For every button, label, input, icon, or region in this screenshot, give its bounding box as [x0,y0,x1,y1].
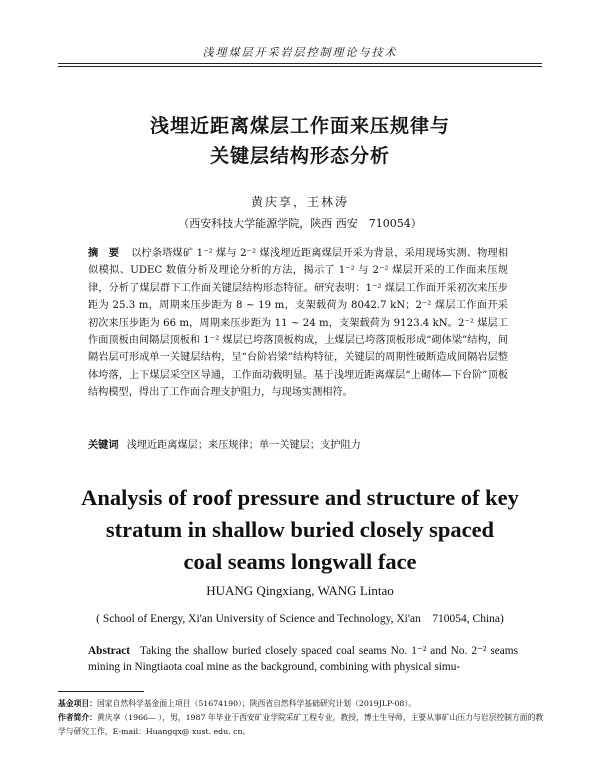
chinese-title [0,111,600,171]
chinese-keywords [88,436,508,451]
header-rule [58,63,542,67]
chinese-title-line-2: 关键层结构形态分析 [209,145,390,167]
chinese-title-line-1: 浅埋近距离煤层工作面来压规律与 [149,115,450,137]
chinese-abstract-text: 以柠条塔煤矿 1⁻² 煤与 2⁻² 煤浅埋近距离煤层开采为背景，采用现场实测、物理相似模拟、UDEC 数值分析及理论分析的方法，揭示了 1⁻² 与 2⁻² 煤层开采的工作面来压规律，分析了煤层群下工作面关键层结构形态特征。研究表明：1⁻² 煤层工作面开采初次来压步距为 25.3 m，周期来压步距为 8 ~ 19 m，支架载荷为 8042.7 kN；2⁻² 煤层工作面开采初次来压步距为 66 m，周期来压步距为 11 ~ 24 m，支架载荷为 9123.4 kN。2⁻² 煤层工作面顶板由间隔层顶板和 1⁻² 煤层已垮落顶板构成，上煤层已垮落顶板形成“砌体梁”结构，间隔岩层可形成单一关键层结构，呈“台阶岩梁”结构特征，关键层的周期性破断造成间隔岩层整体垮落，上下煤层采空区导通，工作面动载明显。基于浅埋近距离煤层“上砌体—下台阶”顶板结构模型，得出了工作面合理支护阻力，与现场实测相符。 [88,248,509,399]
footnote-fund-label: 基金项目： [58,699,97,708]
footnote-author-label: 作者简介： [58,713,97,722]
english-abstract [88,643,518,675]
footnote-fund-text: 国家自然科学基金面上项目（51674190）；陕西省自然科学基础研究计划（2019JLP-08）。 [96,699,417,708]
chinese-authors: 黄庆享，王林涛 [250,195,349,209]
english-affiliation: ( School of Energy, Xi'an University of Science and Technology, Xi'an 710054, China) [96,613,504,625]
chinese-abstract-label: 摘 要 [88,247,120,259]
footnote-fund [58,697,548,711]
english-abstract-text: Taking the shallow buried closely spaced coal seams No. 1⁻² and No. 2⁻² seams mining in Ningtiaota coal mine as the background, combining with physical simu- [88,645,518,673]
english-title-line-3: coal seams longwall face [183,549,417,574]
chinese-keywords-label: 关键词 [88,439,119,451]
chinese-abstract [88,245,508,402]
english-title [0,482,600,578]
chinese-keywords-text: 浅埋近距离煤层；来压规律；单一关键层；支护阻力 [126,440,361,451]
chinese-affiliation: （西安科技大学能源学院，陕西 西安 710054） [178,217,422,230]
english-title-line-2: stratum in shallow buried closely spaced [105,517,495,542]
english-authors: HUANG Qingxiang, WANG Lintao [206,583,394,598]
footnote-rule [58,691,144,692]
footnote-author-text: 黄庆享（1966— ），男，1987 年毕业于西安矿业学院采矿工程专业，教授，博士生导师，主要从事矿山压力与岩层控制方面的教学与研究工作，E-mail：Huangqx@ xust. edu. cn。 [58,713,544,736]
footnote-author [58,711,548,739]
footnotes [58,697,548,739]
running-head: 浅埋煤层开采岩层控制理论与技术 [202,46,398,59]
english-abstract-label: Abstract [88,645,131,657]
english-title-line-1: Analysis of roof pressure and structure of key [81,485,519,510]
